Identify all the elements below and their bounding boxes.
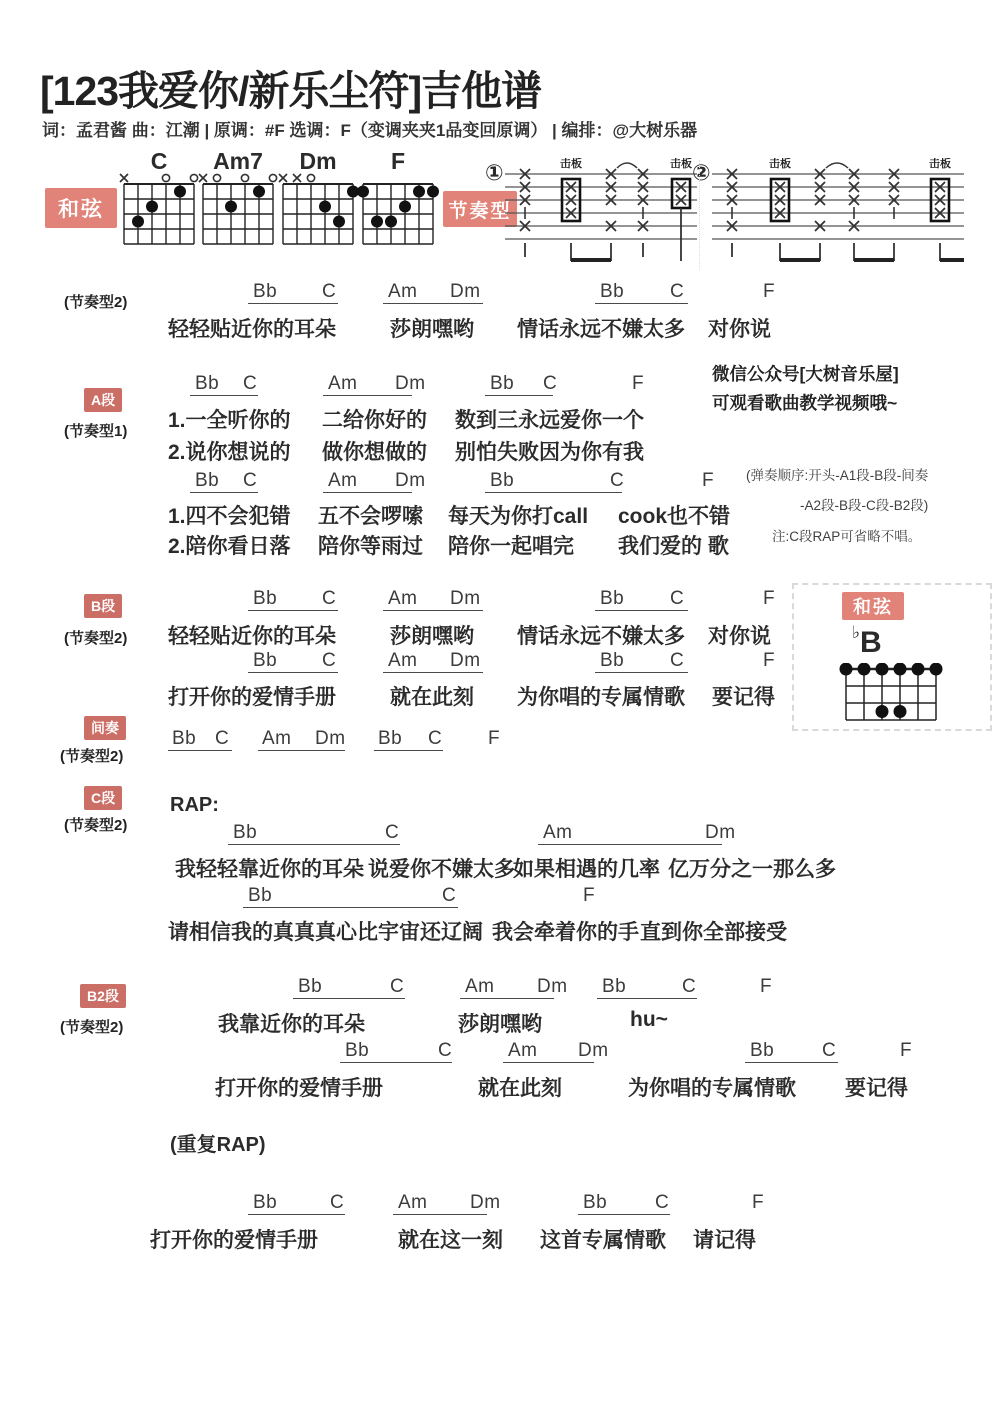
chord-token: Bb (600, 588, 625, 609)
chord-underline (383, 610, 483, 611)
lyric-phrase: 莎朗嘿哟 (390, 318, 474, 341)
chord-underline (248, 1214, 345, 1215)
chord-underline (228, 844, 400, 845)
lyric-phrase: 陪你一起唱完 (448, 535, 574, 558)
bb-chord-label (852, 623, 882, 660)
chord-token: C (243, 373, 258, 394)
rhythm-type-label: (节奏型2) (64, 630, 128, 647)
lyric-phrase: 要记得 (845, 1077, 908, 1100)
chord-token: F (583, 885, 596, 906)
chord-token: C (543, 373, 558, 394)
chord-token: F (632, 373, 645, 394)
note-wechat (712, 360, 899, 418)
note-play-order-1: (弹奏顺序:开头-A1段-B段-间奏 (746, 468, 929, 483)
chord-token: Bb (253, 1192, 278, 1213)
lyric-phrase: 陪你等雨过 (318, 535, 423, 558)
chord-name: Am7 (213, 148, 263, 174)
note-wechat-line2: 可观看歌曲教学视频哦~ (712, 393, 898, 413)
chord-underline (538, 844, 722, 845)
chord-token: Dm (578, 1040, 609, 1061)
lyric-phrase: 每天为你打call (448, 505, 589, 528)
chord-token: Bb (750, 1040, 775, 1061)
chord-token: C (438, 1040, 453, 1061)
chord-token: Am (388, 588, 418, 609)
chord-token: C (322, 650, 337, 671)
chord-underline (393, 1214, 487, 1215)
bb-chord-badge: 和弦 (842, 592, 904, 620)
rhythm-type-label: (节奏型1) (64, 423, 128, 440)
chord-name: F (390, 148, 406, 174)
chord-name: Dm (299, 148, 337, 174)
chord-token: C (215, 728, 230, 749)
chord-underline (597, 998, 697, 999)
chord-underline (340, 1062, 452, 1063)
bb-chord-panel (792, 583, 992, 731)
chord-underline (243, 907, 458, 908)
chord-token: Bb (233, 822, 258, 843)
chord-underline (745, 1062, 838, 1063)
chord-underline (578, 1214, 670, 1215)
chord-token: Dm (395, 470, 426, 491)
chord-token: C (822, 1040, 837, 1061)
chord-underline (293, 998, 405, 999)
chord-token: Bb (378, 728, 403, 749)
chord-token: C (682, 976, 697, 997)
chord-token: Bb (298, 976, 323, 997)
chord-token: Bb (253, 281, 278, 302)
lyric-phrase: 对你说 (708, 318, 771, 341)
lyric-phrase: 我们爱的 歌 (618, 535, 729, 558)
chord-underline (258, 750, 345, 751)
chord-token: Dm (450, 281, 481, 302)
chord-grid (356, 172, 440, 250)
lyric-phrase: 这首专属情歌 (540, 1229, 666, 1252)
chord-token: Bb (253, 650, 278, 671)
chord-token: Am (543, 822, 573, 843)
lyric-phrase: 打开你的爱情手册 (168, 686, 336, 709)
lyric-phrase: 莎朗嘿哟 (390, 625, 474, 648)
rap-label: RAP: (170, 794, 219, 816)
chord-token: Am (388, 650, 418, 671)
chord-token: F (488, 728, 501, 749)
lyric-phrase: 情话永远不嫌太多 (517, 625, 685, 648)
chord-token: F (763, 650, 776, 671)
chord-token: C (330, 1192, 345, 1213)
chord-token: Bb (600, 281, 625, 302)
lyric-phrase: 要记得 (712, 686, 775, 709)
chord-token: C (610, 470, 625, 491)
chord-underline (595, 303, 688, 304)
chord-underline (595, 610, 688, 611)
chord-underline (248, 610, 338, 611)
chord-token: Am (328, 373, 358, 394)
chord-token: F (760, 976, 773, 997)
lyric-phrase: 为你唱的专属情歌 (628, 1077, 796, 1100)
rhythm-type-label: (节奏型2) (64, 817, 128, 834)
pattern-number: ② (692, 160, 711, 185)
chord-token: F (763, 588, 776, 609)
rhythm-pattern-2 (712, 158, 964, 270)
chord-token: Bb (490, 373, 515, 394)
section-b-badge: B段 (84, 594, 122, 618)
flat-sign: ♭ (852, 623, 861, 642)
chord-token: C (670, 588, 685, 609)
lyric-phrase: 请记得 (693, 1229, 756, 1252)
page-title: [123我爱你/新乐尘符]吉他谱 (40, 68, 542, 114)
chord-token: Dm (470, 1192, 501, 1213)
bb-chord-diagram (836, 663, 946, 730)
lyric-phrase: 莎朗嘿哟 (458, 1013, 542, 1036)
lyric-phrase: 为你唱的专属情歌 (517, 686, 685, 709)
bb-root: B (860, 626, 882, 659)
chord-token: F (752, 1192, 765, 1213)
lyric-phrase: 轻轻贴近你的耳朵 (168, 625, 336, 648)
lyric-phrase: 1.四不会犯错 (168, 505, 291, 528)
chord-token: Bb (253, 588, 278, 609)
lyric-phrase: hu~ (630, 1008, 668, 1031)
chord-token: Am (328, 470, 358, 491)
section-interlude-badge: 间奏 (84, 716, 126, 740)
lyric-phrase: 亿万分之一那么多 (668, 858, 836, 881)
chord-token: C (670, 650, 685, 671)
chord-token: Dm (537, 976, 568, 997)
chord-grid (196, 172, 280, 250)
rhythm-pattern-1 (505, 158, 697, 270)
bb-grid (836, 663, 946, 725)
rhythm-badge: 节奏型 (443, 191, 517, 227)
chords-badge: 和弦 (45, 188, 117, 228)
chord-token: Am (388, 281, 418, 302)
chord-underline (595, 672, 688, 673)
note-wechat-line1: 微信公众号[大树音乐屋] (712, 364, 899, 384)
chord-token: C (322, 588, 337, 609)
rhythm-type-label: (节奏型2) (64, 294, 128, 311)
lyric-phrase: 情话永远不嫌太多 (517, 318, 685, 341)
lyric-phrase: 我会牵着你的手 (492, 921, 639, 944)
chord-diagram-am7 (196, 148, 280, 255)
chord-token: Bb (345, 1040, 370, 1061)
chord-token: F (900, 1040, 913, 1061)
chord-token: F (763, 281, 776, 302)
lyric-phrase: 直到你全部接受 (640, 921, 787, 944)
chord-underline (460, 998, 554, 999)
svg-text:击板: 击板 (929, 158, 951, 170)
chord-token: C (390, 976, 405, 997)
chord-token: Bb (490, 470, 515, 491)
lyric-phrase: 2.陪你看日落 (168, 535, 291, 558)
chord-token: Bb (602, 976, 627, 997)
chord-token: Am (465, 976, 495, 997)
chord-token: Am (262, 728, 292, 749)
lyric-phrase: 五不会啰嗦 (318, 505, 423, 528)
chord-underline (323, 395, 412, 396)
chord-token: C (385, 822, 400, 843)
chord-underline (323, 492, 412, 493)
chord-token: C (428, 728, 443, 749)
chord-token: Bb (248, 885, 273, 906)
chord-underline (503, 1062, 594, 1063)
section-c-badge: C段 (84, 786, 122, 810)
chord-token: Dm (315, 728, 346, 749)
chord-token: Bb (583, 1192, 608, 1213)
pattern-number: ① (485, 160, 504, 185)
chord-token: Dm (395, 373, 426, 394)
lyric-phrase: 请相信我的真真真心比宇宙还辽阔 (168, 921, 483, 944)
chord-token: Bb (600, 650, 625, 671)
rhythm-type-label: (节奏型2) (60, 1019, 124, 1036)
chord-token: C (655, 1192, 670, 1213)
lyric-phrase: 说爱你不嫌太多 (368, 858, 515, 881)
chord-diagram-f (356, 148, 440, 255)
chord-token: Am (398, 1192, 428, 1213)
chord-grid (117, 172, 201, 250)
chord-token: C (322, 281, 337, 302)
chord-underline (383, 672, 483, 673)
lyric-phrase: 数到三永远爱你一个 (455, 409, 644, 432)
chord-underline (485, 492, 622, 493)
chord-token: Bb (172, 728, 197, 749)
note-play-order-3: 注:C段RAP可省略不唱。 (772, 529, 922, 544)
lyric-phrase: 二给你好的 (322, 409, 427, 432)
lyric-phrase: 别怕失败因为你有我 (455, 441, 644, 464)
chord-token: Am (508, 1040, 538, 1061)
chord-diagram-c (117, 148, 201, 255)
lyric-phrase: 如果相遇的几率 (513, 858, 660, 881)
lyric-phrase: 打开你的爱情手册 (150, 1229, 318, 1252)
svg-text:击板: 击板 (769, 158, 791, 170)
chord-underline (168, 750, 232, 751)
lyric-phrase: 就在此刻 (390, 686, 474, 709)
svg-text:击板: 击板 (670, 158, 692, 170)
chord-underline (374, 750, 443, 751)
lyric-phrase: 对你说 (708, 625, 771, 648)
lyric-phrase: 就在这一刻 (398, 1229, 503, 1252)
lyric-phrase: 就在此刻 (478, 1077, 562, 1100)
chord-token: F (702, 470, 715, 491)
section-a-badge: A段 (84, 388, 122, 412)
lyric-phrase: 1.一全听你的 (168, 409, 291, 432)
chord-underline (248, 672, 338, 673)
chord-token: Dm (450, 650, 481, 671)
chord-underline (248, 303, 338, 304)
chord-token: C (442, 885, 457, 906)
lyric-phrase: 做你想做的 (322, 441, 427, 464)
rhythm-type-label: (节奏型2) (60, 748, 124, 765)
svg-text:击板: 击板 (560, 158, 582, 170)
chord-underline (190, 492, 258, 493)
section-b2-badge: B2段 (80, 984, 126, 1008)
lyric-phrase: 2.说你想说的 (168, 441, 291, 464)
lyric-phrase: 轻轻贴近你的耳朵 (168, 318, 336, 341)
chord-token: Bb (195, 470, 220, 491)
chord-diagram-dm (276, 148, 360, 255)
note-play-order-2: -A2段-B段-C段-B2段) (800, 498, 929, 513)
chord-token: Bb (195, 373, 220, 394)
lyric-phrase: 我靠近你的耳朵 (218, 1013, 365, 1036)
chord-underline (190, 395, 258, 396)
chord-grid (276, 172, 360, 250)
chord-token: C (670, 281, 685, 302)
lyric-phrase: cook也不错 (618, 505, 731, 528)
lyric-phrase: 我轻轻靠近你的耳朵 (175, 858, 364, 881)
pattern-divider (699, 160, 700, 270)
lyric-phrase: 打开你的爱情手册 (215, 1077, 383, 1100)
chord-token: Dm (450, 588, 481, 609)
chord-underline (485, 395, 553, 396)
chord-name: C (150, 148, 168, 174)
chord-underline (383, 303, 483, 304)
chord-token: Dm (705, 822, 736, 843)
song-meta: 词：孟君酱 曲：江潮 | 原调：#F 选调：F（变调夹夹1品变回原调） | 编排：@大树乐器 (42, 121, 698, 140)
repeat-rap-label: (重复RAP) (170, 1134, 266, 1156)
chord-token: C (243, 470, 258, 491)
